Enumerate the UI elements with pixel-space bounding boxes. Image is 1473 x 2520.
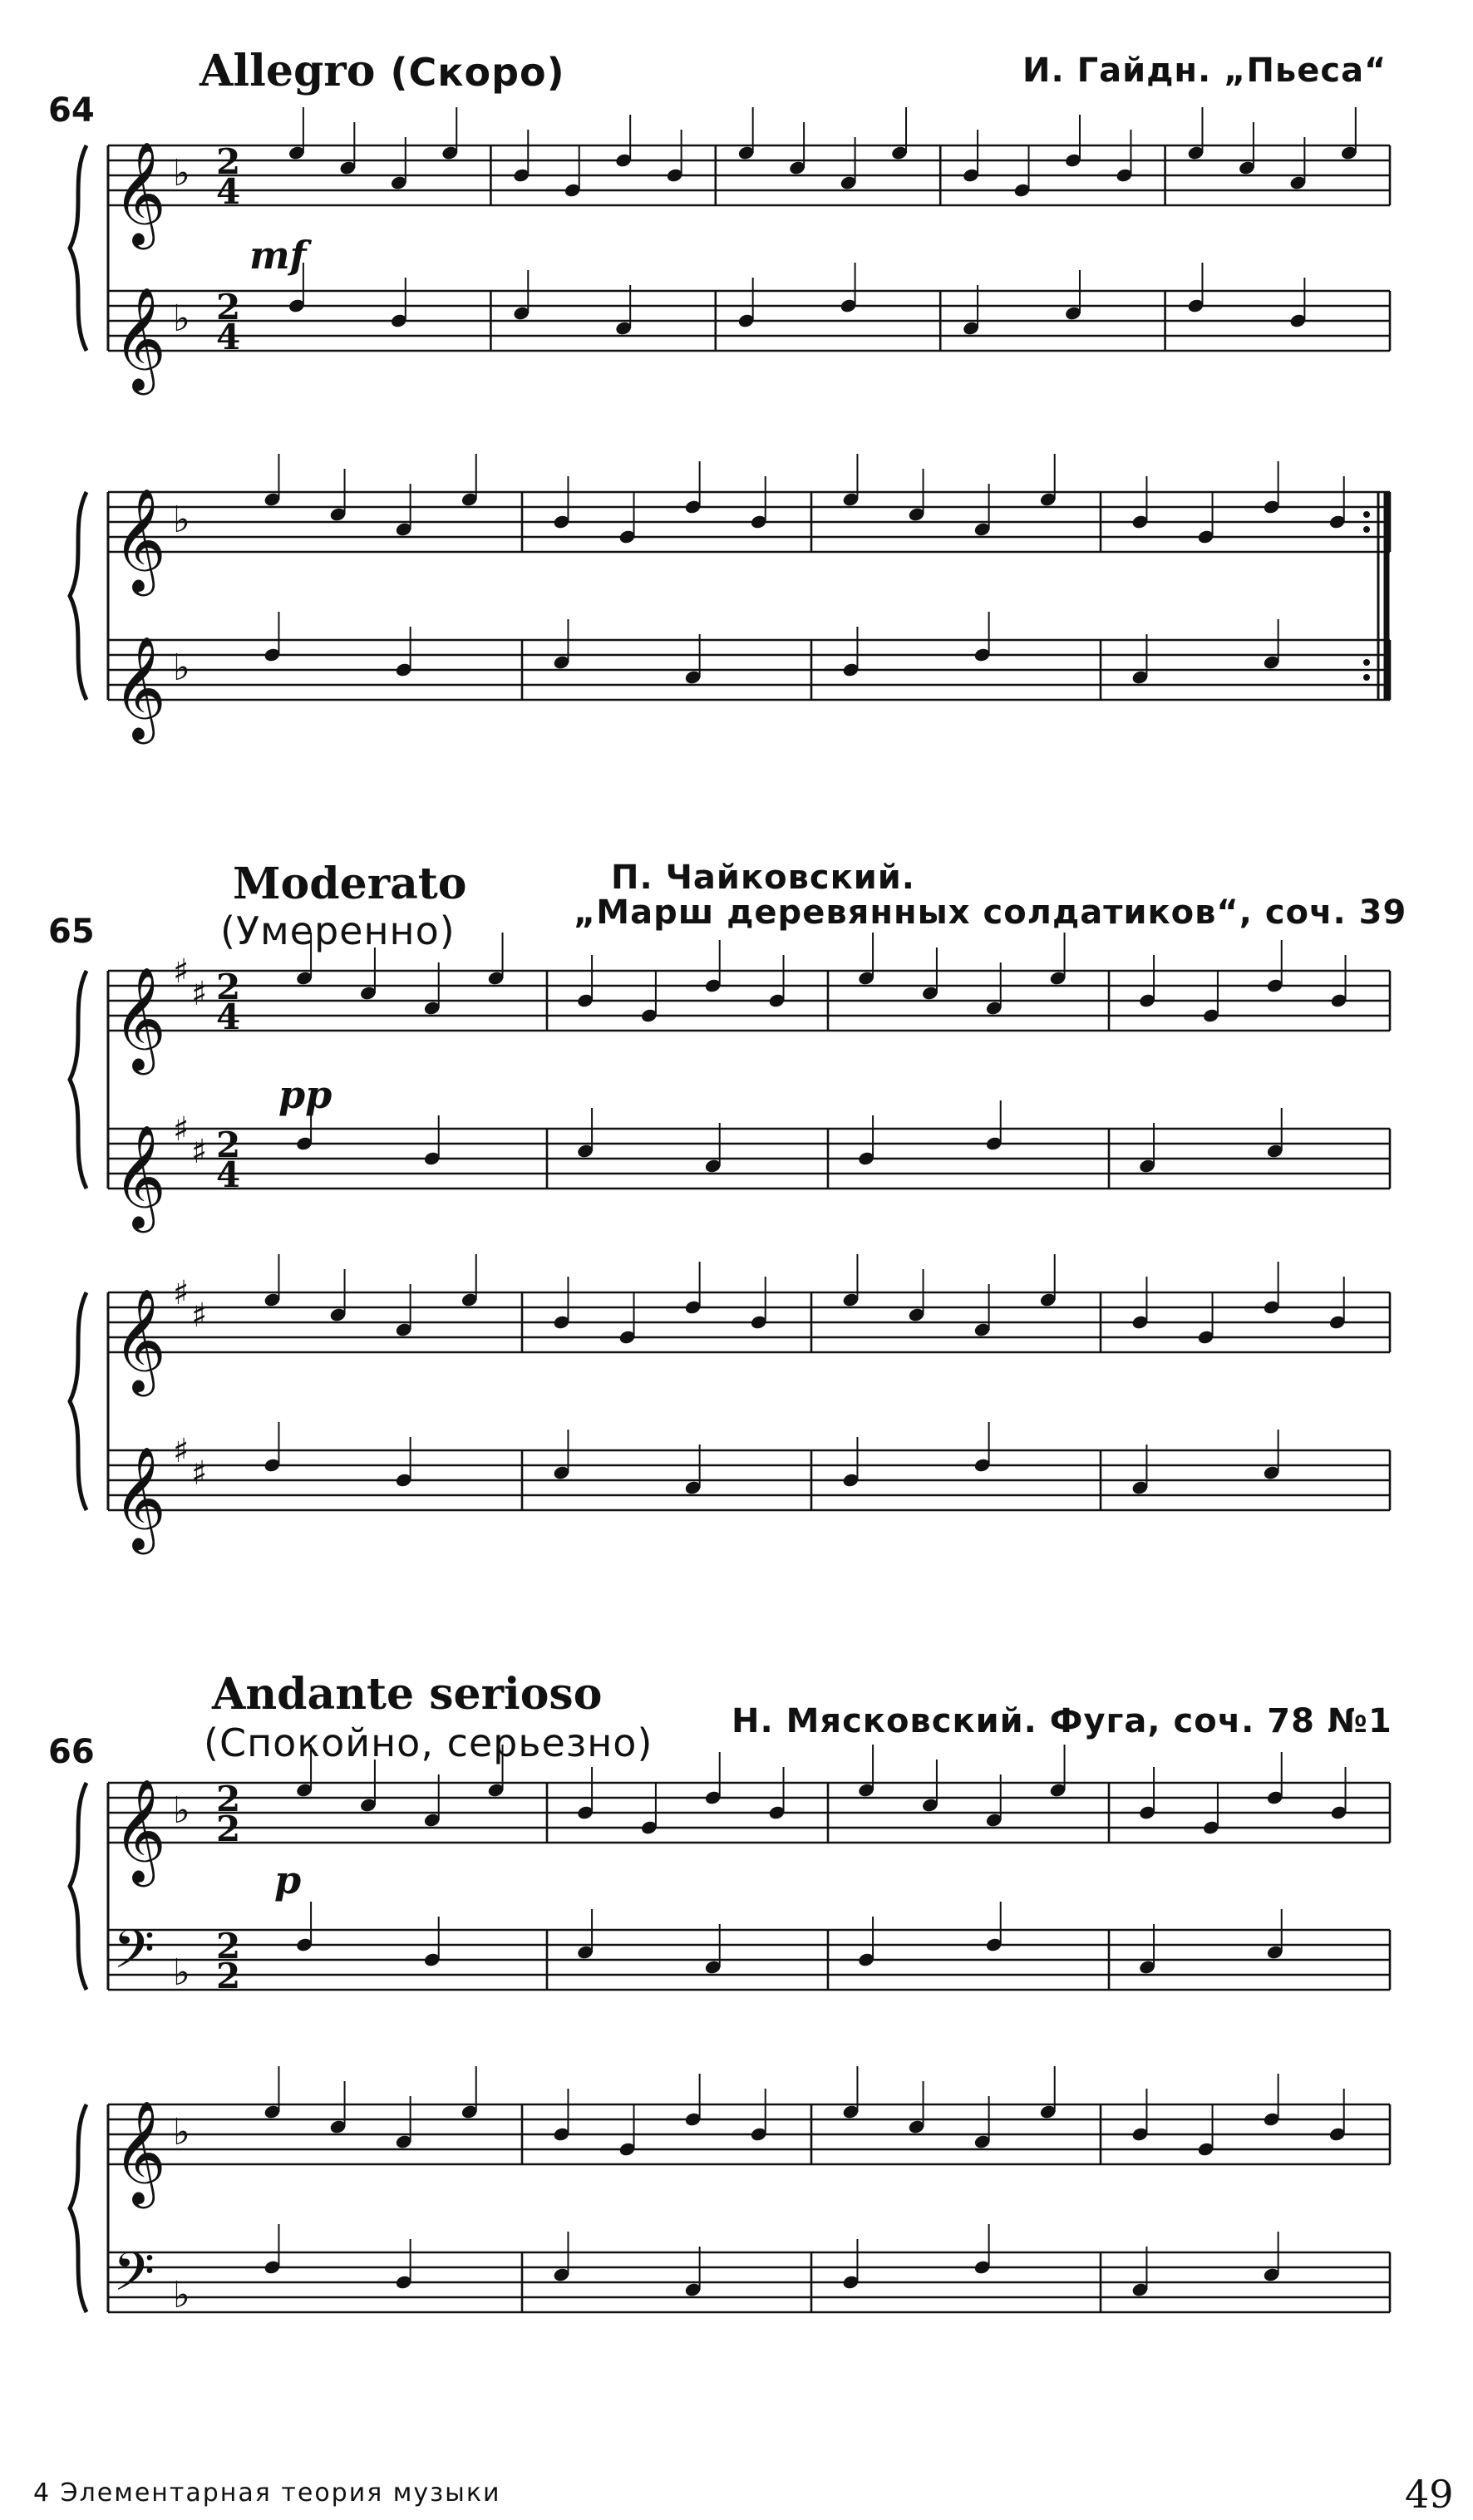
piece-66-system-1-upper-key-flat: ♭ [173, 1789, 190, 1832]
piece-65-composer: П. Чайковский. [611, 859, 915, 897]
piece-64-system-1-brace [70, 145, 86, 351]
piece-64-system-2-upper-clef: 𝄞 [113, 488, 166, 592]
piece-64-system-1-upper-key-flat: ♭ [173, 152, 190, 194]
piece-66-system-2-upper-clef: 𝄞 [113, 2100, 166, 2204]
piece-65-system-2-upper-clef: 𝄞 [113, 1288, 166, 1392]
footer-book-title: 4 Элементарная теория музыки [33, 2478, 501, 2508]
piece-64-repeat-dot [1363, 674, 1370, 681]
piece-65-system-2-lower-key-sharp: ♯ [173, 1432, 190, 1470]
piece-65-system-1-upper-key-sharp: ♯ [173, 952, 190, 991]
piece-64-system-1-lower-time-numerator: 2 [216, 287, 241, 327]
piece-64-tempo: Allegro (Скоро) [200, 46, 565, 96]
piece-65-system-2-lower-key-sharp: ♯ [191, 1454, 208, 1493]
piece-65-system-1-upper-clef: 𝄞 [113, 967, 166, 1071]
piece-66-number: 66 [48, 1733, 95, 1771]
piece-65-system-1-upper-key-sharp: ♯ [191, 975, 208, 1013]
piece-66-dynamic: p [274, 1858, 302, 1902]
piece-66-composer-title: Н. Мясковский. Фуга, соч. 78 №1 [732, 1702, 1392, 1740]
piece-65-system-1-lower-time-numerator: 2 [216, 1125, 241, 1165]
piece-66-system-1-upper-clef: 𝄞 [113, 1779, 166, 1883]
piece-66-system-1-lower-time-numerator: 2 [216, 1926, 241, 1966]
page-number: 49 [1405, 2472, 1454, 2517]
piece-65-system-1-lower-clef: 𝄞 [113, 1125, 166, 1228]
piece-65-system-2-upper-key-sharp: ♯ [173, 1274, 190, 1312]
piece-65-title: „Марш деревянных солдатиков“, соч. 39 [574, 893, 1407, 932]
piece-66-system-1-upper-time-denominator: 2 [216, 1809, 241, 1849]
piece-64-composer-title: И. Гайдн. „Пьеса“ [1022, 52, 1387, 90]
piece-66-system-1-lower-clef: 𝄢 [113, 1919, 155, 1994]
piece-66-system-2-lower-clef: 𝄢 [113, 2242, 155, 2316]
piece-64-repeat-dot [1363, 511, 1370, 518]
piece-64-system-2-brace [70, 492, 86, 700]
piece-64-system-1-lower-time-denominator: 4 [216, 317, 241, 357]
piece-65-tempo: Moderato [233, 859, 467, 909]
piece-64-system-2-lower-clef: 𝄞 [113, 636, 166, 740]
piece-64-system-1-upper-time-numerator: 2 [216, 141, 241, 182]
piece-65-system-1-lower-key-sharp: ♯ [191, 1133, 208, 1171]
piece-65-system-1-upper-time-denominator: 4 [216, 997, 241, 1037]
piece-66-system-1-lower-key-flat: ♭ [173, 1952, 190, 1994]
piece-64-system-1-upper-time-denominator: 4 [216, 171, 241, 212]
piece-64-repeat-dot [1363, 526, 1370, 533]
piece-64-dynamic: mf [249, 233, 307, 278]
piece-65-system-2-upper-key-sharp: ♯ [191, 1297, 208, 1335]
piece-66-system-2-brace [70, 2104, 86, 2312]
piece-65-system-1-upper-time-numerator: 2 [216, 967, 241, 1007]
piece-64-tempo-translation: (Скоро) [390, 50, 565, 95]
piece-65-dynamic: pp [278, 1072, 333, 1117]
piece-65-system-2-lower-clef: 𝄞 [113, 1446, 166, 1550]
piece-66-system-2-lower-key-flat: ♭ [173, 2274, 190, 2316]
piece-66-system-2-upper-key-flat: ♭ [173, 2111, 190, 2153]
piece-64-system-1-upper-clef: 𝄞 [113, 141, 166, 245]
piece-64-system-2-lower-key-flat: ♭ [173, 647, 190, 689]
piece-66-tempo: Andante serioso [212, 1669, 603, 1720]
piece-65-system-2-brace [70, 1292, 86, 1510]
piece-64-number: 64 [48, 91, 95, 130]
piece-66-system-1-lower-time-denominator: 2 [216, 1956, 241, 1996]
piece-65-tempo-translation: (Умеренно) [220, 908, 456, 953]
piece-66-system-1-brace [70, 1783, 86, 1990]
piece-64-repeat-dot [1363, 659, 1370, 666]
piece-65-number: 65 [48, 913, 95, 951]
piece-64-system-1-lower-key-flat: ♭ [173, 298, 190, 340]
piece-64-system-2-upper-key-flat: ♭ [173, 499, 190, 541]
piece-65-system-1-brace [70, 971, 86, 1189]
piece-66-system-1-upper-time-numerator: 2 [216, 1779, 241, 1819]
piece-65-system-1-lower-key-sharp: ♯ [173, 1110, 190, 1149]
piece-64-system-1-lower-clef: 𝄞 [113, 287, 166, 391]
piece-66-tempo-translation: (Спокойно, серьезно) [204, 1720, 653, 1765]
piece-65-system-1-lower-time-denominator: 4 [216, 1154, 241, 1195]
